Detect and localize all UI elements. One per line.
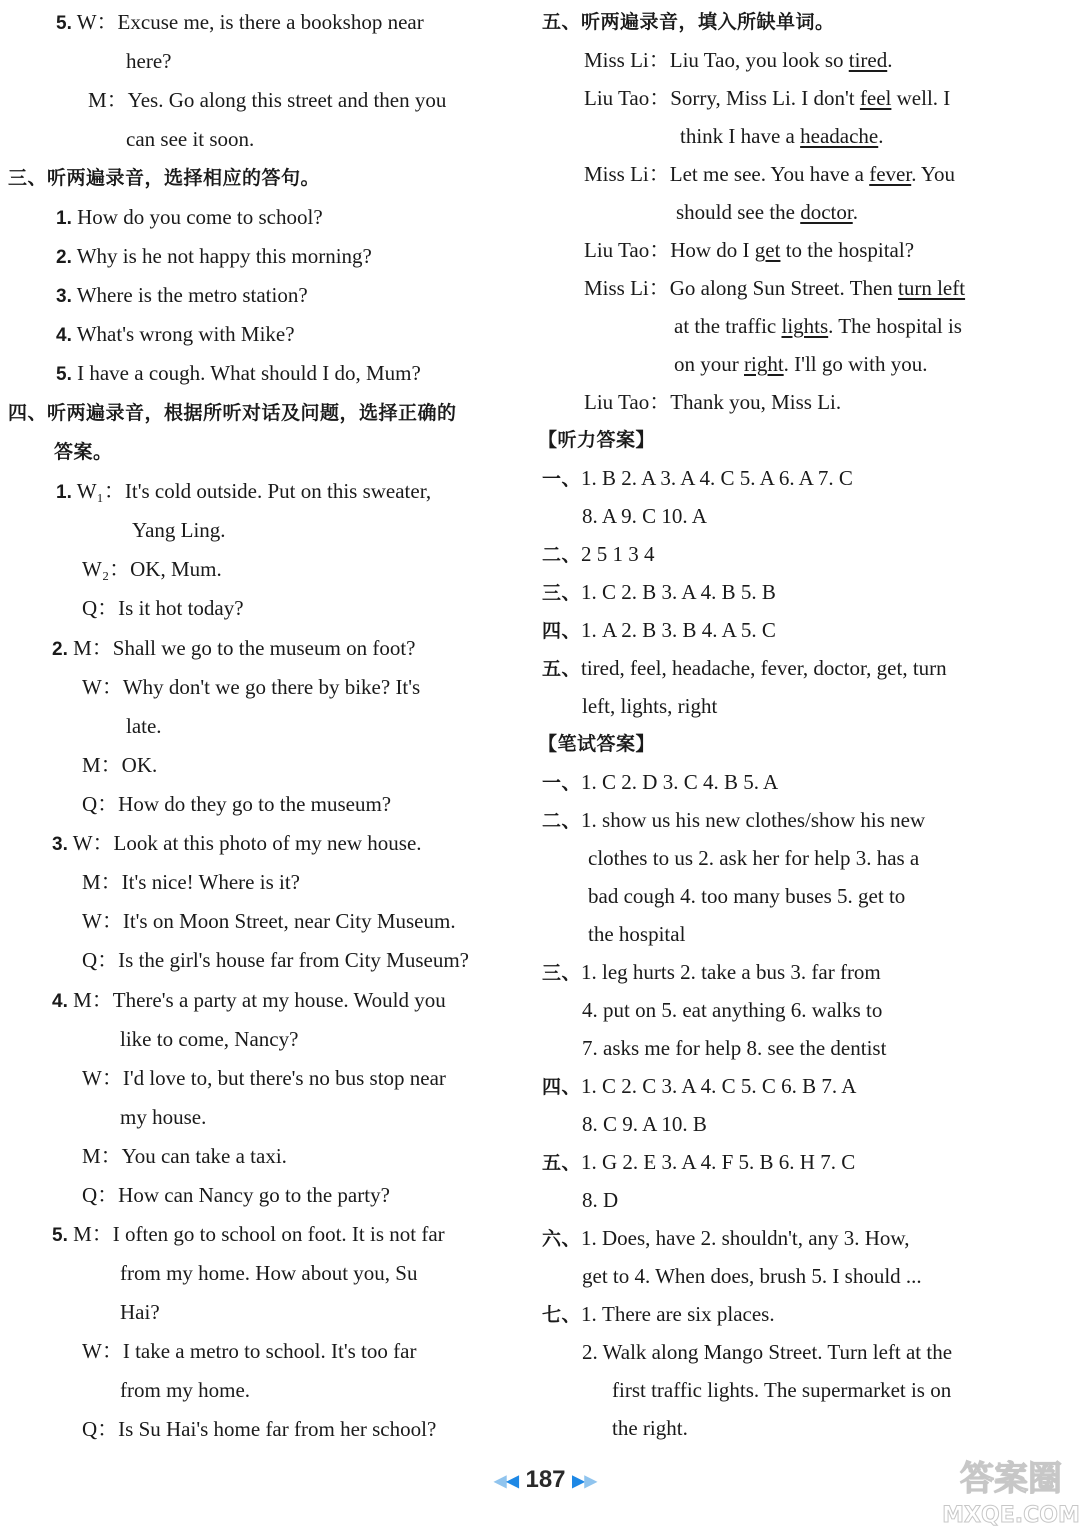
listen-answer-1: 一、1. B 2. A 3. A 4. C 5. A 6. A 7. C: [542, 466, 853, 490]
dialog-line: W₂：OK, Mum.: [82, 557, 222, 581]
listen-item-5: 5. W：Excuse me, is there a bookshop near: [56, 10, 424, 34]
answer-blank: feel: [859, 86, 892, 110]
section-4-heading-cont: 答案。: [54, 441, 113, 463]
listen-answer-5: 五、tired, feel, headache, fever, doctor, get, turn: [542, 656, 947, 680]
s3-item-1: 1. How do you come to school?: [56, 205, 323, 229]
s4-q1: 1. W₁：It's cold outside. Put on this sweater,: [56, 479, 432, 503]
written-answer-4: 四、1. C 2. C 3. A 4. C 5. C 6. B 7. A: [542, 1074, 857, 1098]
s3-item-5: 5. I have a cough. What should I do, Mum?: [56, 361, 421, 385]
written-answer-7: 七、1. There are six places.: [542, 1302, 775, 1326]
dialog-line: from my home. How about you, Su: [120, 1261, 418, 1285]
section-3-heading: 三、听两遍录音，选择相应的答句。: [8, 167, 321, 189]
s5-line-8: at the traffic lights. The hospital is: [674, 314, 962, 338]
watermark-text-2: MXQE.COM: [942, 1503, 1080, 1528]
s5-line-4: Miss Li：Let me see. You have a fever. You: [584, 162, 955, 186]
answer-blank: right: [744, 352, 784, 376]
answer-blank: turn left: [898, 276, 966, 300]
s3-item-2: 2. Why is he not happy this morning?: [56, 244, 372, 268]
s4-q4: 4. M：There's a party at my house. Would you: [52, 988, 446, 1012]
answer-blank: get: [754, 238, 781, 262]
dialog-line: can see it soon.: [126, 127, 255, 151]
dialog-line: my house.: [120, 1105, 207, 1129]
s4-q3: 3. W：Look at this photo of my new house.: [52, 831, 422, 855]
section-5-heading: 五、听两遍录音，填入所缺单词。: [542, 11, 835, 33]
answer-blank: lights: [781, 314, 829, 338]
question-line: Q：Is the girl's house far from City Museum?: [82, 948, 469, 972]
watermark-text-1: 答案圈: [960, 1459, 1062, 1499]
s5-line-7: Miss Li：Go along Sun Street. Then turn left: [584, 276, 966, 300]
next-arrow-light-icon: ▶: [584, 1472, 597, 1490]
written-answer-2-cont: bad cough 4. too many buses 5. get to: [588, 884, 906, 908]
dialog-line: Yang Ling.: [132, 518, 226, 542]
written-answer-1: 一、1. C 2. D 3. C 4. B 5. A: [542, 770, 779, 794]
listen-answer-5-cont: left, lights, right: [582, 694, 718, 718]
page-number: ◀◀ 187 ▶▶: [494, 1466, 597, 1493]
written-answer-4-cont: 8. C 9. A 10. B: [582, 1112, 707, 1136]
s5-line-10: Liu Tao：Thank you, Miss Li.: [584, 390, 842, 414]
section-4-heading: 四、听两遍录音，根据所听对话及问题，选择正确的: [8, 402, 457, 424]
dialog-line: from my home.: [120, 1378, 251, 1402]
question-line: Q：Is Su Hai's home far from her school?: [82, 1417, 437, 1441]
dialog-line: late.: [126, 714, 162, 738]
written-answer-3-cont: 4. put on 5. eat anything 6. walks to: [582, 998, 883, 1022]
answer-blank: doctor: [800, 200, 853, 224]
dialog-line: M：Yes. Go along this street and then you: [88, 88, 447, 112]
dialog-line: W：Why don't we go there by bike? It's: [82, 675, 421, 699]
question-line: Q：Is it hot today?: [82, 596, 244, 620]
listening-answers-title: 【听力答案】: [538, 429, 656, 451]
answer-blank: fever: [869, 162, 912, 186]
s5-line-5: should see the doctor.: [676, 200, 858, 224]
written-answers-title: 【笔试答案】: [538, 733, 656, 755]
written-answer-2-cont: the hospital: [588, 922, 686, 946]
s5-line-9: on your right. I'll go with you.: [674, 352, 928, 376]
written-answer-2-cont: clothes to us 2. ask her for help 3. has a: [588, 846, 920, 870]
dialog-line: here?: [126, 49, 172, 73]
dialog-line: like to come, Nancy?: [120, 1027, 299, 1051]
written-answer-5-cont: 8. D: [582, 1188, 619, 1212]
s4-q2: 2. M：Shall we go to the museum on foot?: [52, 636, 416, 660]
dialog-line: M：OK.: [82, 753, 158, 777]
question-line: Q：How do they go to the museum?: [82, 792, 392, 816]
listen-answer-1-cont: 8. A 9. C 10. A: [582, 504, 707, 528]
written-answer-3: 三、1. leg hurts 2. take a bus 3. far from: [542, 960, 881, 984]
dialog-line: Hai?: [120, 1300, 160, 1324]
dialog-line: M：It's nice! Where is it?: [82, 870, 300, 894]
written-answer-7-cont: first traffic lights. The supermarket is on: [612, 1378, 952, 1402]
written-answer-6-cont: get to 4. When does, brush 5. I should ...: [582, 1264, 922, 1288]
dialog-line: W：I'd love to, but there's no bus stop near: [82, 1066, 446, 1090]
next-arrow-icon: ▶: [572, 1472, 585, 1490]
listen-answer-3: 三、1. C 2. B 3. A 4. B 5. B: [542, 580, 776, 604]
answer-blank: tired: [848, 48, 888, 72]
written-answer-3-cont: 7. asks me for help 8. see the dentist: [582, 1036, 887, 1060]
s5-line-6: Liu Tao：How do I get to the hospital?: [584, 238, 915, 262]
written-answer-6: 六、1. Does, have 2. shouldn't, any 3. How,: [542, 1226, 910, 1250]
question-line: Q：How can Nancy go to the party?: [82, 1183, 390, 1207]
s3-item-4: 4. What's wrong with Mike?: [56, 322, 295, 346]
dialog-line: W：It's on Moon Street, near City Museum.: [82, 909, 456, 933]
written-answer-7-cont: 2. Walk along Mango Street. Turn left at the: [582, 1340, 953, 1364]
s3-item-3: 3. Where is the metro station?: [56, 283, 308, 307]
written-answer-5: 五、1. G 2. E 3. A 4. F 5. B 6. H 7. C: [542, 1150, 856, 1174]
listen-answer-2: 二、2 5 1 3 4: [542, 542, 655, 566]
listen-answer-4: 四、1. A 2. B 3. B 4. A 5. C: [542, 618, 776, 642]
prev-arrow-icon: ◀: [506, 1472, 519, 1490]
s5-line-2: Liu Tao：Sorry, Miss Li. I don't feel well. I: [584, 86, 951, 110]
answer-blank: headache: [800, 124, 879, 148]
s5-line-3: think I have a headache.: [680, 124, 884, 148]
written-answer-7-cont: the right.: [612, 1416, 688, 1440]
watermark-logo: [941, 1450, 1081, 1530]
s5-line-1: Miss Li：Liu Tao, you look so tired.: [584, 48, 893, 72]
prev-arrow-light-icon: ◀: [494, 1472, 507, 1490]
written-answer-2: 二、1. show us his new clothes/show his new: [542, 808, 926, 832]
dialog-line: W：I take a metro to school. It's too far: [82, 1339, 417, 1363]
s4-q5: 5. M：I often go to school on foot. It is not far: [52, 1222, 445, 1246]
dialog-line: M：You can take a taxi.: [82, 1144, 287, 1168]
